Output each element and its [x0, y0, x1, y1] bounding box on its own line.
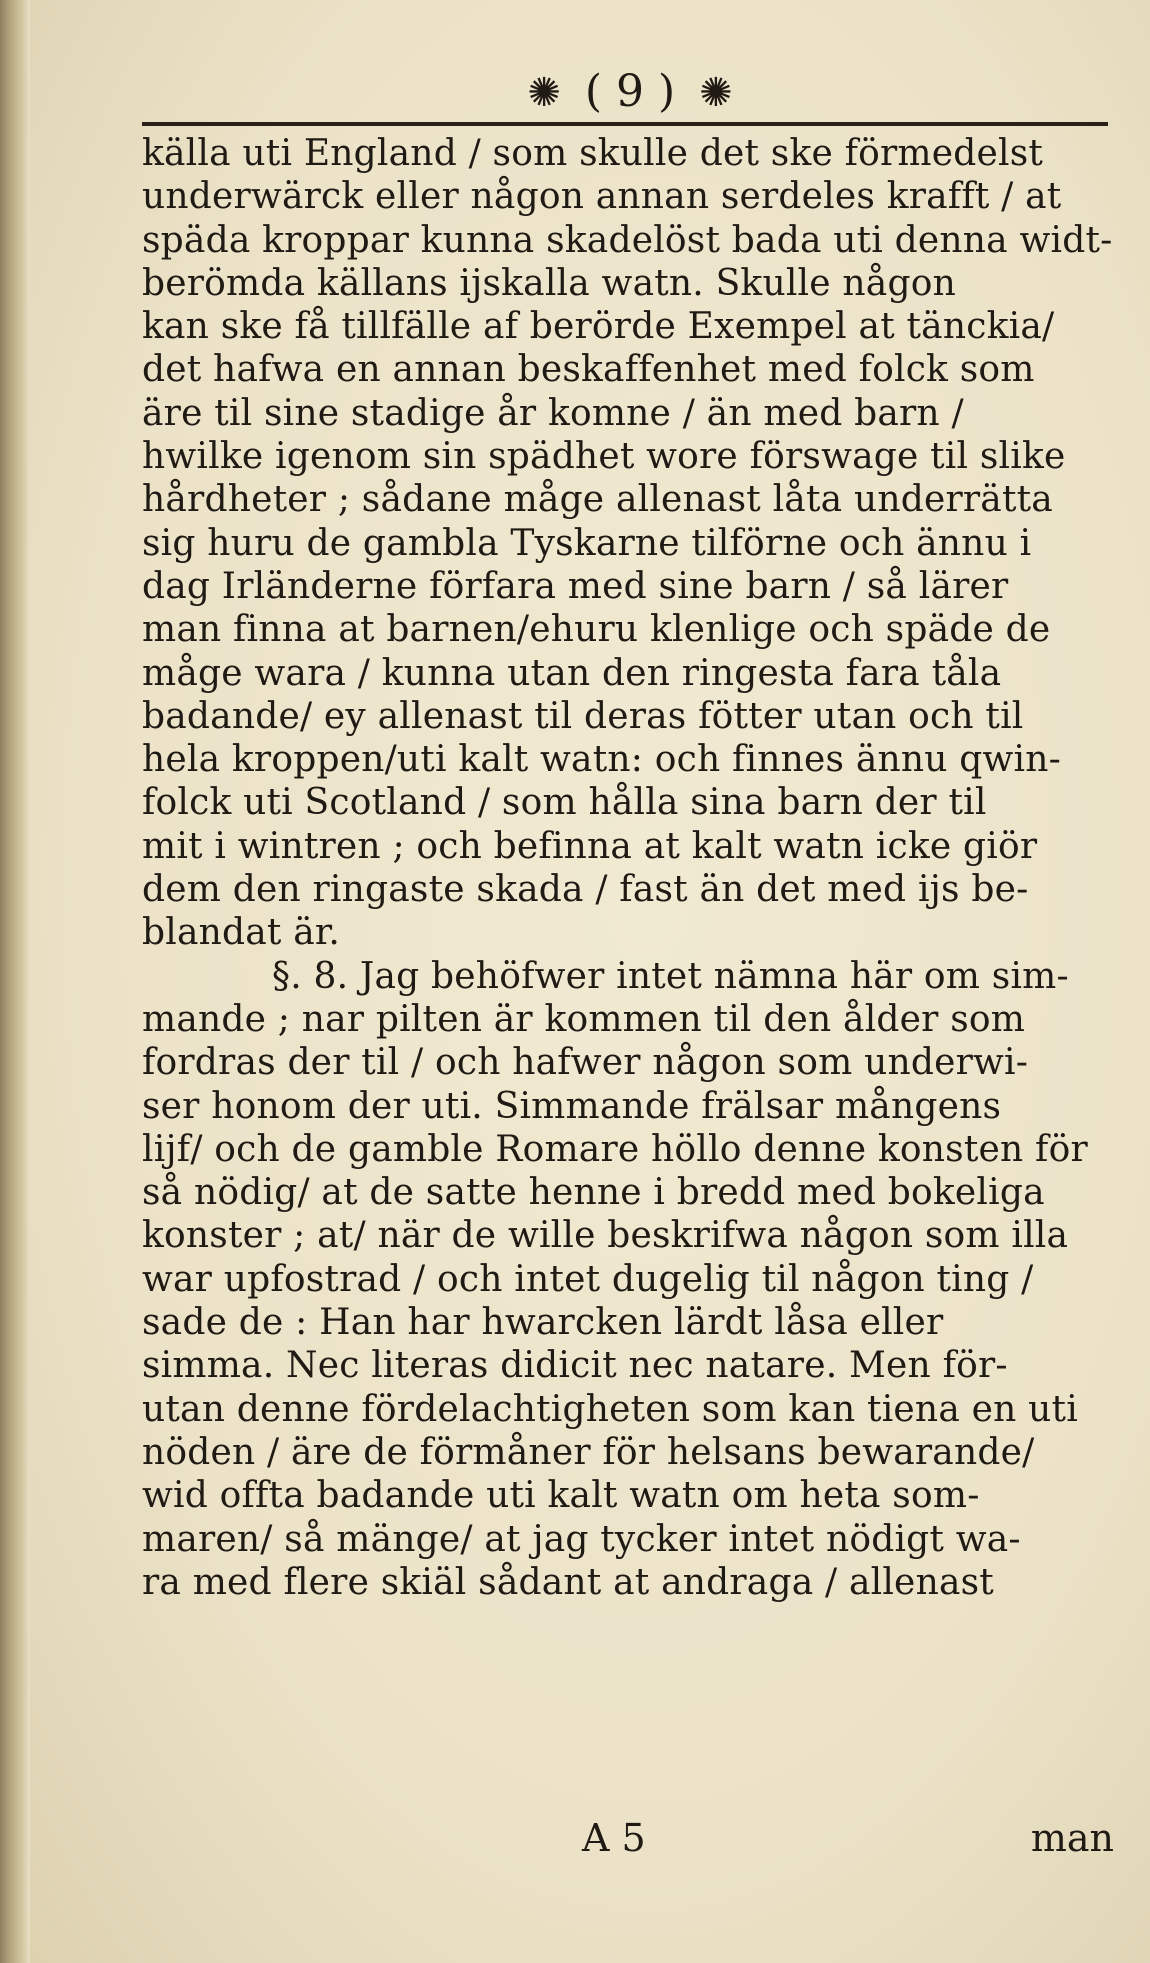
text-line: blandat är.	[142, 912, 340, 954]
text-line: badande/ ey allenast til deras fötter utan och til	[142, 695, 1024, 737]
text-line: utan denne fördelachtigheten som kan tiena en uti	[142, 1388, 1078, 1430]
text-line: lijf/ och de gamble Romare höllo denne konsten för	[142, 1128, 1088, 1170]
text-line: maren/ så mänge/ at jag tycker intet nödigt wa-	[142, 1518, 1021, 1560]
text-line: äre til sine stadige år komne / än med barn /	[142, 392, 964, 434]
text-line: folck uti Scotland / som hålla sina barn der til	[142, 782, 987, 824]
section-heading-line: §. 8. Jag behöfwer intet nämna här om sim-	[272, 955, 1069, 997]
page-header	[140, 62, 1120, 122]
catchword: man	[1030, 1816, 1114, 1860]
book-page	[30, 0, 1150, 1963]
text-line: så nödig/ at de satte henne i bredd med bokeliga	[142, 1172, 1045, 1214]
text-line: underwärck eller någon annan serdeles krafft / at	[142, 176, 1062, 218]
text-line: war upfostrad / och intet dugelig til någon ting /	[142, 1258, 1034, 1300]
text-line: ser honom der uti. Simmande frälsar mångens	[142, 1085, 1002, 1127]
text-line: fordras der til / och hafwer någon som underwi-	[142, 1042, 1029, 1084]
text-line: hela kroppen/uti kalt watn: och finnes ännu qwin-	[142, 739, 1062, 781]
text-line: berömda källans ijskalla watn. Skulle någon	[142, 262, 956, 304]
text-line: kan ske få tillfälle af berörde Exempel at tänckia/	[142, 306, 1055, 348]
text-line: nöden / äre de förmåner för helsans bewarande/	[142, 1431, 1035, 1473]
text-line: måge wara / kunna utan den ringesta fara tåla	[142, 652, 1002, 694]
page-binding-edge	[0, 0, 30, 1963]
text-line: dem den ringaste skada / fast än det med ijs be-	[142, 869, 1029, 911]
text-line: källa uti England / som skulle det ske förmedelst	[142, 133, 1044, 174]
header-rule	[142, 122, 1108, 126]
text-line: hårdheter ; sådane måge allenast låta underrätta	[142, 479, 1053, 521]
body-text	[142, 132, 1122, 1604]
text-line: sade de : Han har hwarcken lärdt låsa eller	[142, 1302, 944, 1344]
text-line: mande ; nar pilten är kommen til den ålder som	[142, 998, 1026, 1040]
text-line: ra med flere skiäl sådant at andraga / allenast	[142, 1561, 994, 1603]
text-line: konster ; at/ när de wille beskrifwa någon som illa	[142, 1215, 1069, 1257]
text-line: dag Irländerne förfara med sine barn / så lärer	[142, 565, 1009, 607]
text-line: späda kroppar kunna skadelöst bada uti denna widt-	[142, 219, 1113, 261]
text-line: simma. Nec literas didicit nec natare. Men för-	[142, 1345, 1008, 1387]
text-line: sig huru de gambla Tyskarne tilförne och ännu i	[142, 522, 1032, 564]
signature-mark: A 5	[582, 1816, 646, 1860]
page-footer	[142, 1808, 1122, 1868]
left-ornament-icon: ✺	[527, 70, 561, 116]
text-line: det hafwa en annan beskaffenhet med folck som	[142, 349, 1035, 391]
page-number: ( 9 )	[584, 66, 676, 117]
text-line: wid offta badande uti kalt watn om heta som-	[142, 1475, 980, 1517]
text-line: mit i wintren ; och befinna at kalt watn icke giör	[142, 825, 1038, 867]
text-line: hwilke igenom sin spädhet wore förswage til slike	[142, 436, 1066, 478]
right-ornament-icon: ✺	[699, 70, 733, 116]
text-line: man finna at barnen/ehuru klenlige och späde de	[142, 609, 1051, 651]
